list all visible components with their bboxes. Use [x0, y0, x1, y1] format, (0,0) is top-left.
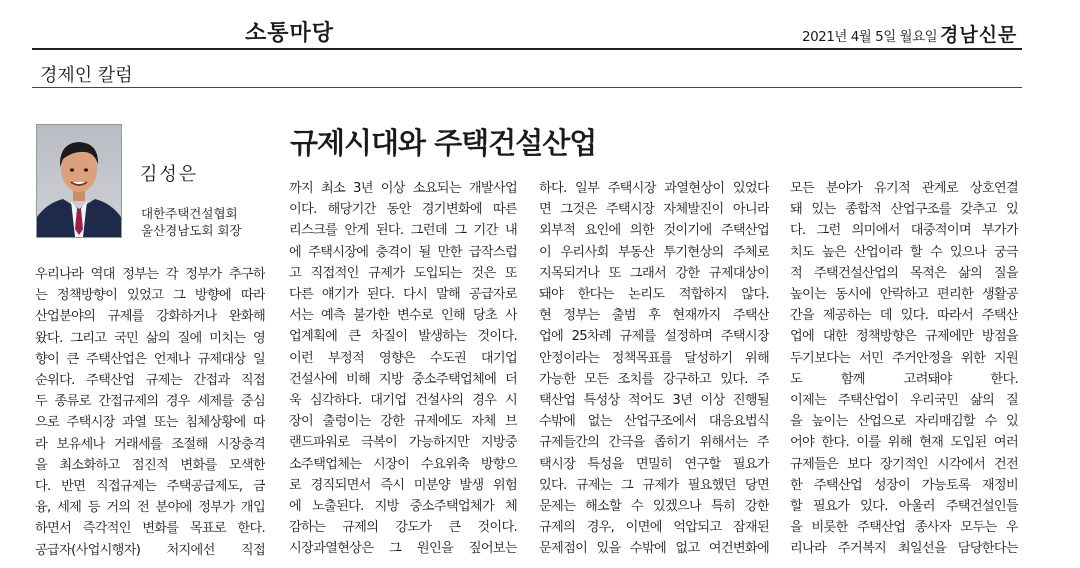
article-text-line: 모든 분야가 유기적 관계로 상호연결	[790, 181, 1018, 196]
article-text-line: 을 높이는 산업으로 자리매김할 수 있	[790, 414, 1018, 430]
article-text-line: 소주택업체는 시장이 수요위축 방향으	[289, 456, 517, 472]
article-text-line: 택시장 특성을 면밀히 연구할 필요가	[539, 456, 769, 472]
author-organization: 대한주택건설협회	[141, 206, 238, 221]
article-text-line: 돼 있는 종합적 산업구조를 갖추고 있	[790, 202, 1018, 218]
article-text-line: 이제는 주택산업이 우리국민 삶의 질	[790, 393, 1018, 409]
article-text-line: 고 직접적인 규제가 도입되는 것은 또	[289, 265, 517, 281]
article-text-line: 외부적 요인에 의한 것이기에 주택산업	[539, 223, 769, 239]
article-text-line: 적 주택건설산업의 목적은 삶의 질을	[790, 265, 1018, 281]
article-text-line: 두 종류로 간접규제의 경우 세제를 중심	[35, 394, 265, 410]
article-text-line: 까지 최소 3년 이상 소요되는 개발사업	[289, 181, 517, 196]
article-text-line: 이 우리사회 부동산 투기현상의 주체로	[539, 244, 769, 260]
article-text-line: 있다. 규제는 그 규제가 필요했던 당면	[539, 477, 769, 493]
article-text-line: 리나라 주거복지 최일선을 담당한다는	[790, 541, 1018, 557]
column-category: 경제인 칼럼	[40, 65, 133, 86]
article-text-line: 장이 출렁이는 강한 규제에도 자체 브	[289, 414, 517, 430]
article-text-line: 문제는 해소할 수 있겠으나 특히 강한	[539, 499, 769, 515]
article-text-line: 을 비롯한 주택산업 종사자 모두는 우	[790, 520, 1018, 536]
article-text-line: 서는 예측 불가한 변수로 인해 당초 사	[289, 308, 517, 324]
article-column-3	[539, 178, 769, 560]
article-text-line: 이런 부정적 영향은 수도권 대기업	[289, 350, 517, 366]
article-text-line: 이다. 해당기간 동안 경기변화에 따른	[289, 202, 517, 218]
article-text-line: 에 주택시장에 충격이 될 만한 급작스럽	[289, 244, 517, 260]
article-text-line: 라 보유세나 거래세를 조절해 시장충격	[35, 436, 265, 452]
article-text-line: 문제점이 있을 수밖에 없고 여건변화에	[539, 541, 769, 557]
article-text-line: 로 경직되면서 즉시 미분양 발생 위험	[289, 477, 517, 493]
article-text-line: 높이는 동시에 안락하고 편리한 생활공	[790, 287, 1018, 303]
article-text-line: 순위다. 주택산업 규제는 간접과 직접	[35, 373, 265, 389]
author-name: 김성은	[140, 164, 199, 185]
article-text-line: 도 함께 고려돼야 한다.	[790, 371, 1018, 387]
article-text-line: 규제들간의 간극을 좁히기 위해서는 주	[539, 435, 769, 451]
article-text-line: 을 최소화하고 점진적 변화를 모색한	[35, 457, 265, 473]
article-text-line: 공급자(사업시행자) 처지에선 직접	[35, 542, 265, 558]
article-text-line: 랜드파워로 극복이 가능하지만 지방중	[289, 435, 517, 451]
article-text-line: 건설사에 비해 지방 중소주택업체에 더	[289, 371, 517, 387]
article-text-line: 간을 제공하는 데 있다. 따라서 주택산	[790, 308, 1018, 324]
article-text-line: 할 필요가 있다. 아울러 주택건설인들	[790, 499, 1018, 515]
article-column-1	[35, 264, 265, 561]
section-title: 소통마당	[245, 21, 335, 46]
article-text-line: 는 정책방향이 있었고 그 방향에 따라	[35, 288, 265, 304]
article-text-line: 지목되거나 또 그래서 강한 규제대상이	[539, 265, 769, 281]
article-text-line: 시장과열현상은 그 원인을 짚어보는	[289, 541, 517, 557]
article-text-line: 하면서 즉각적인 변화를 목표로 한다.	[35, 521, 265, 537]
article-text-line: 왔다. 그리고 국민 삶의 질에 미치는 영	[35, 330, 265, 346]
article-text-line: 수밖에 없는 산업구조에서 대응요법식	[539, 414, 769, 430]
article-text-line: 향이 큰 주택산업은 언제나 규제대상 일	[35, 351, 265, 367]
article-text-line: 하다. 일부 주택시장 과열현상이 있었다	[539, 181, 769, 196]
article-text-line: 업에 25차례 규제를 설정하며 주택시장	[539, 329, 769, 345]
article-text-line: 산업분야의 규제를 강화하거나 완화해	[35, 309, 265, 325]
article-text-line: 업계획에 큰 차질이 발생하는 것이다.	[289, 329, 517, 345]
article-text-line: 욱 심각하다. 대기업 건설사의 경우 시	[289, 393, 517, 409]
publication-date: 2021년 4월 5일 월요일	[802, 29, 938, 45]
article-text-line: 우리나라 역대 정부는 각 정부가 추구하	[35, 267, 265, 282]
article-text-line: 규제들은 보다 장기적인 시각에서 건전	[790, 456, 1018, 472]
article-text-line: 현 정부는 출범 후 현재까지 주택산	[539, 308, 769, 324]
article-text-line: 감하는 규제의 강도가 큰 것이다.	[289, 520, 517, 536]
article-text-line: 치도 높은 산업이라 할 수 있으나 궁극	[790, 244, 1018, 260]
article-text-line: 안정이라는 정책목표를 달성하기 위해	[539, 350, 769, 366]
article-text-line: 규제의 경우, 이면에 억압되고 잠재된	[539, 520, 769, 536]
article-text-line: 어야 한다. 이를 위해 현재 도입된 여러	[790, 435, 1018, 451]
article-text-line: 다른 얘기가 된다. 다시 말해 공급자로	[289, 287, 517, 303]
article-text-line: 업에 대한 정책방향은 규제에만 방점을	[790, 329, 1018, 345]
article-text-line: 가능한 모든 조치를 강구하고 있다. 주	[539, 371, 769, 387]
column-rule	[32, 87, 1022, 88]
header-rule	[32, 48, 1022, 50]
article-text-line: 면 그것은 주택시장 자체발진이 아니라	[539, 202, 769, 218]
article-text-line: 리스크를 안게 된다. 그런데 그 기간 내	[289, 223, 517, 239]
author-photo	[36, 124, 122, 238]
article-text-line: 융, 세제 등 거의 전 분야에 정부가 개입	[35, 500, 265, 516]
article-text-line: 한 주택산업 성장이 가능토록 재정비	[790, 477, 1018, 493]
article-text-line: 다. 반면 직접규제는 주택공급제도, 금	[35, 479, 265, 495]
author-portrait-icon	[37, 125, 121, 237]
article-text-line: 에 노출된다. 지방 중소주택업체가 체	[289, 499, 517, 515]
article-column-4	[790, 178, 1018, 560]
newspaper-logo: 경남신문	[940, 24, 1018, 46]
article-text-line: 돼야 한다는 논리도 적합하지 않다.	[539, 287, 769, 303]
article-text-line: 으로 주택시장 과열 또는 침체상황에 따	[35, 415, 265, 431]
article-text-line: 다. 그런 의미에서 대중적이며 부가가	[790, 223, 1018, 239]
article-text-line: 택산업 특성상 적어도 3년 이상 진행될	[539, 393, 769, 409]
article-headline: 규제시대와 주택건설산업	[290, 126, 597, 160]
article-text-line: 두기보다는 서민 주거안정을 위한 지원	[790, 350, 1018, 366]
article-column-2	[289, 178, 517, 560]
author-role: 울산경남도회 회장	[141, 223, 242, 238]
